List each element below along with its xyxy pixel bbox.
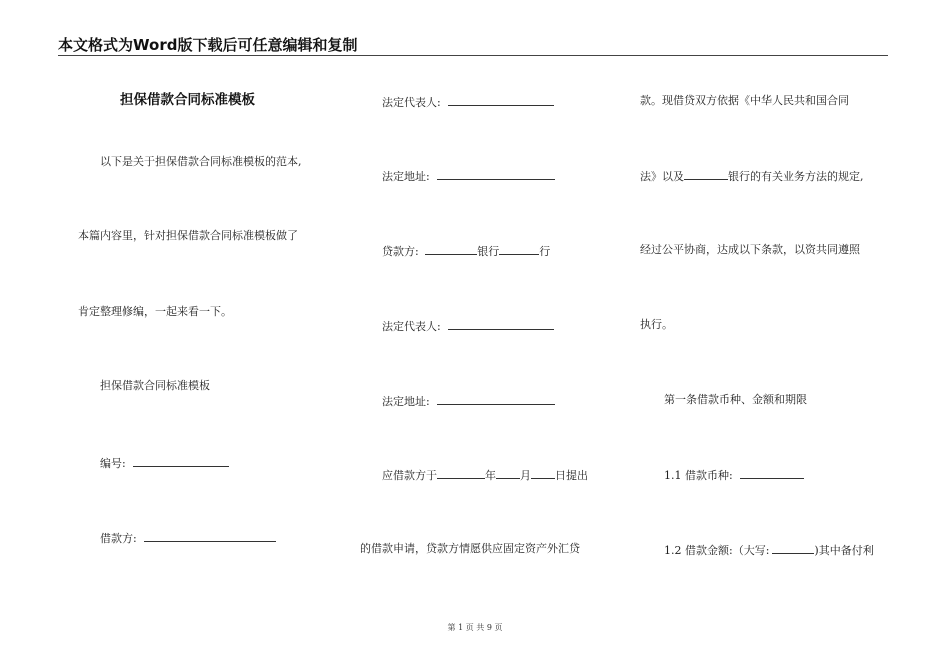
- amount-blank: [772, 542, 814, 554]
- total-pages: 9: [486, 623, 492, 632]
- number-field: [100, 455, 229, 471]
- page-number: 1: [458, 623, 464, 632]
- total-label: 共: [476, 623, 485, 632]
- lender-label: 贷款方:: [382, 245, 419, 258]
- contract-text-line-1: 款。现借贷双方依据《中华人民共和国合同: [640, 94, 849, 107]
- bank-text: 银行: [477, 245, 500, 258]
- legal-address-field-2: [382, 393, 555, 409]
- number-blank: [133, 455, 229, 467]
- contract-text-line-2: [640, 168, 864, 184]
- legal-rep-label-2: 法定代表人:: [382, 320, 441, 333]
- legal-address-blank-2: [437, 393, 555, 405]
- application-date-line: [382, 467, 588, 483]
- lender-blank: [425, 243, 477, 255]
- bank-name-blank: [684, 168, 728, 180]
- borrower-label: 借款方:: [100, 532, 137, 545]
- branch-blank: [499, 243, 539, 255]
- application-text-line: 的借款申请，贷款方情愿供应固定资产外汇贷: [360, 542, 580, 555]
- legal-address-label-1: 法定地址:: [382, 170, 430, 183]
- intro-line-2: 本篇内容里，针对担保借款合同标准模板做了: [78, 229, 298, 242]
- template-subtitle: 担保借款合同标准模板: [100, 379, 210, 392]
- month-blank: [496, 467, 520, 479]
- document-title: 担保借款合同标准模板: [120, 92, 255, 108]
- legal-rep-field-2: [382, 318, 554, 334]
- currency-blank: [740, 467, 804, 479]
- borrower-field: [100, 530, 276, 546]
- contract-text-line-3: 经过公平协商，达成以下条款，以资共同遵照: [640, 243, 860, 256]
- number-label: 编号:: [100, 457, 126, 470]
- amount-text-b: )其中备付利: [814, 544, 874, 557]
- total-unit: 页: [494, 623, 503, 632]
- apply-text-a: 应借款方于: [382, 469, 437, 482]
- header-title: 本文格式为Word版下载后可任意编辑和复制: [58, 36, 358, 54]
- legal-rep-label-1: 法定代表人:: [382, 96, 441, 109]
- currency-field: [664, 467, 804, 483]
- page-unit: 页: [465, 623, 474, 632]
- page-label: 第: [447, 623, 456, 632]
- document-header: [58, 34, 888, 56]
- intro-line-1: 以下是关于担保借款合同标准模板的范本,: [100, 155, 302, 168]
- borrower-blank: [144, 530, 276, 542]
- apply-year: 年: [485, 469, 496, 482]
- currency-label: 1.1 借款币种:: [664, 469, 733, 482]
- page-footer: [0, 622, 950, 633]
- amount-text-a: 1.2 借款金额:（大写:: [664, 544, 770, 557]
- year-blank: [437, 467, 485, 479]
- amount-field: [664, 542, 874, 558]
- apply-day: 日提出: [555, 469, 588, 482]
- lender-field: [382, 243, 550, 259]
- legal-rep-blank-2: [448, 318, 554, 330]
- legal-address-blank-1: [437, 168, 555, 180]
- contract-text-2b: 银行的有关业务方法的规定,: [728, 170, 864, 183]
- branch-text: 行: [539, 245, 551, 258]
- contract-text-2a: 法》以及: [640, 170, 684, 183]
- apply-month: 月: [520, 469, 531, 482]
- legal-address-label-2: 法定地址:: [382, 395, 430, 408]
- intro-line-3: 肯定整理修编，一起来看一下。: [78, 305, 232, 318]
- legal-rep-field-1: [382, 94, 554, 110]
- day-blank: [531, 467, 555, 479]
- legal-rep-blank-1: [448, 94, 554, 106]
- contract-text-line-4: 执行。: [640, 318, 673, 331]
- legal-address-field-1: [382, 168, 555, 184]
- article-1-heading: 第一条借款币种、金额和期限: [664, 393, 807, 406]
